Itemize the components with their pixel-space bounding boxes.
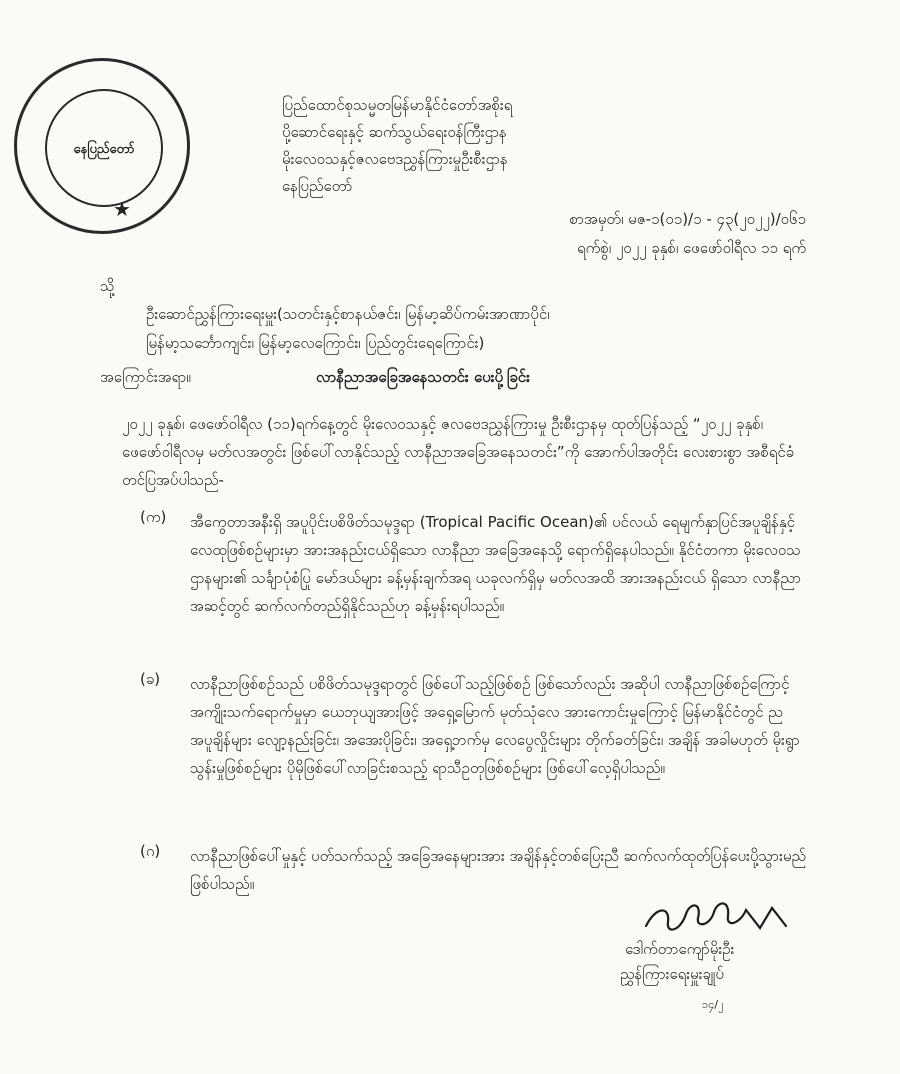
seal-center-text: နေပြည်တော် xyxy=(73,142,135,157)
letterhead-line-1: ပြည်ထောင်စုသမ္မတမြန်မာနိုင်ငံတော်အစိုးရ xyxy=(282,96,513,114)
item-number: (ခ) xyxy=(140,670,161,688)
item-number: (က) xyxy=(140,508,167,526)
recipient-line-1: ဦးဆောင်ညွှန်ကြားရေးမှူး(သတင်းနှင့်စာနယ်ဇင်း၊ မြန်မာ့ဆိပ်ကမ်းအာဏာပိုင်၊ xyxy=(146,305,550,323)
item-number: (ဂ) xyxy=(140,842,161,860)
initial-mark: ၁၄/၂ xyxy=(702,998,724,1011)
item-text: အီကွေတာအနီးရှိ အပူပိုင်းပစိဖိတ်သမုဒ္ဒရာ (Tropical Pacific Ocean)၏ ပင်လယ် ရေမျက်နှာပြင်အပူချိန်နှင့် လေထုဖြစ်စဉ်များမှာ အားအနည်းငယ်ရှိသော လာနီညာ အခြေအနေသို့ ရောက်ရှိနေပါသည်။ နိုင်ငံတကာ မိုးလေဝသဌာနများ၏ သင်္ချာပုံစံပြု မော်ဒယ်များ ခန့်မှန်းချက်အရ ယခုလက်ရှိမှ မတ်လအထိ အားအနည်းငယ် ရှိသော လာနီညာအဆင့်တွင် ဆက်လက်တည်ရှိနိုင်သည်ဟု ခန့်မှန်းရပါသည်။ xyxy=(190,513,802,615)
signatory-title: ညွှန်ကြားရေးမှူးချုပ် xyxy=(620,965,724,983)
letter-date: ရက်စွဲ၊ ၂၀၂၂ ခုနှစ်၊ ဖေဖော်ဝါရီလ ၁၁ ရက် xyxy=(577,239,806,257)
handwritten-signature xyxy=(640,892,800,940)
signatory-name: ဒေါက်တာကျော်မိုးဦး xyxy=(625,940,735,958)
reference-number: စာအမှတ်၊ မဇ-၁(၀၁)/၁ - ၄၃(၂၀၂၂)/၀၆၁ xyxy=(569,210,806,228)
letterhead-line-3: မိုးလေဝသနှင့်ဇလဗေဒညွှန်ကြားမှုဦးစီးဌာန xyxy=(282,150,508,168)
letterhead-line-4: နေပြည်တော် xyxy=(282,177,353,195)
intro-text: ၂၀၂၂ ခုနှစ်၊ ဖေဖော်ဝါရီလ (၁၁)ရက်နေ့တွင် မိုးလေဝသနှင့် ဇလဗေဒညွှန်ကြားမှု ဦးစီးဌာနမှ ထုတ်ပြန်သည့် “၂၀၂၂ ခုနှစ်၊ ဖေဖော်ဝါရီလမှ မတ်လအတွင်း ဖြစ်ပေါ်လာနိုင်သည့် လာနီညာအခြေအနေသတင်း”ကို အောက်ပါအတိုင်း လေးစားစွာ အစီရင်ခံတင်ပြအပ်ပါသည်- xyxy=(122,415,795,489)
subject-label: အကြောင်းအရာ။ xyxy=(100,368,191,386)
item-text: လာနီညာဖြစ်စဉ်သည် ပစိဖိတ်သမုဒ္ဒရာတွင် ဖြစ်ပေါ်သည့်ဖြစ်စဉ် ဖြစ်သော်လည်း အဆိုပါ လာနီညာဖြစ်စဉ်ကြောင့် အကျိုးသက်ရောက်မှုမှာ ယေဘုယျအားဖြင့် အရှေ့မြောက် မုတ်သုံလေ အားကောင်းမှုကြောင့် မြန်မာနိုင်ငံတွင် ညအပူချိန်များ လျော့နည်းခြင်း၊ အအေးပိုခြင်း၊ အရှေ့ဘက်မှ လေပွေလှိုင်းများ တိုက်ခတ်ခြင်း၊ အချိန် အခါမဟုတ် မိုးရွာသွန်းမှုဖြစ်စဉ်များ ပိုမိုဖြစ်ပေါ်လာခြင်းစသည့် ရာသီဥတုဖြစ်စဉ်များ ဖြစ်ပေါ်လေ့ရှိပါသည်။ xyxy=(190,675,800,777)
reference-block xyxy=(569,205,806,263)
recipient-block xyxy=(146,300,806,358)
intro-paragraph xyxy=(122,410,812,494)
item-text: လာနီညာဖြစ်ပေါ်မှုနှင့် ပတ်သက်သည့် အခြေအနေများအား အချိန်နှင့်တစ်ပြေးညီ ဆက်လက်ထုတ်ပြန်ပေးပို့သွားမည် ဖြစ်ပါသည်။ xyxy=(190,847,806,893)
subject-text: လာနီညာအခြေအနေသတင်း ပေးပို့ခြင်း xyxy=(316,368,530,386)
star-icon: ★ xyxy=(113,197,131,221)
official-seal xyxy=(14,58,190,234)
recipient-line-2: မြန်မာ့သင်္ဘောကျင်း၊ မြန်မာ့လေကြောင်း၊ ပြည်တွင်းရေကြောင်း) xyxy=(146,334,485,352)
to-label: သို့ xyxy=(100,277,115,295)
letterhead-line-2: ပို့ဆောင်ရေးနှင့် ဆက်သွယ်ရေးဝန်ကြီးဌာန xyxy=(282,123,507,141)
seal-inner-ring xyxy=(45,89,163,207)
letterhead xyxy=(282,92,702,200)
